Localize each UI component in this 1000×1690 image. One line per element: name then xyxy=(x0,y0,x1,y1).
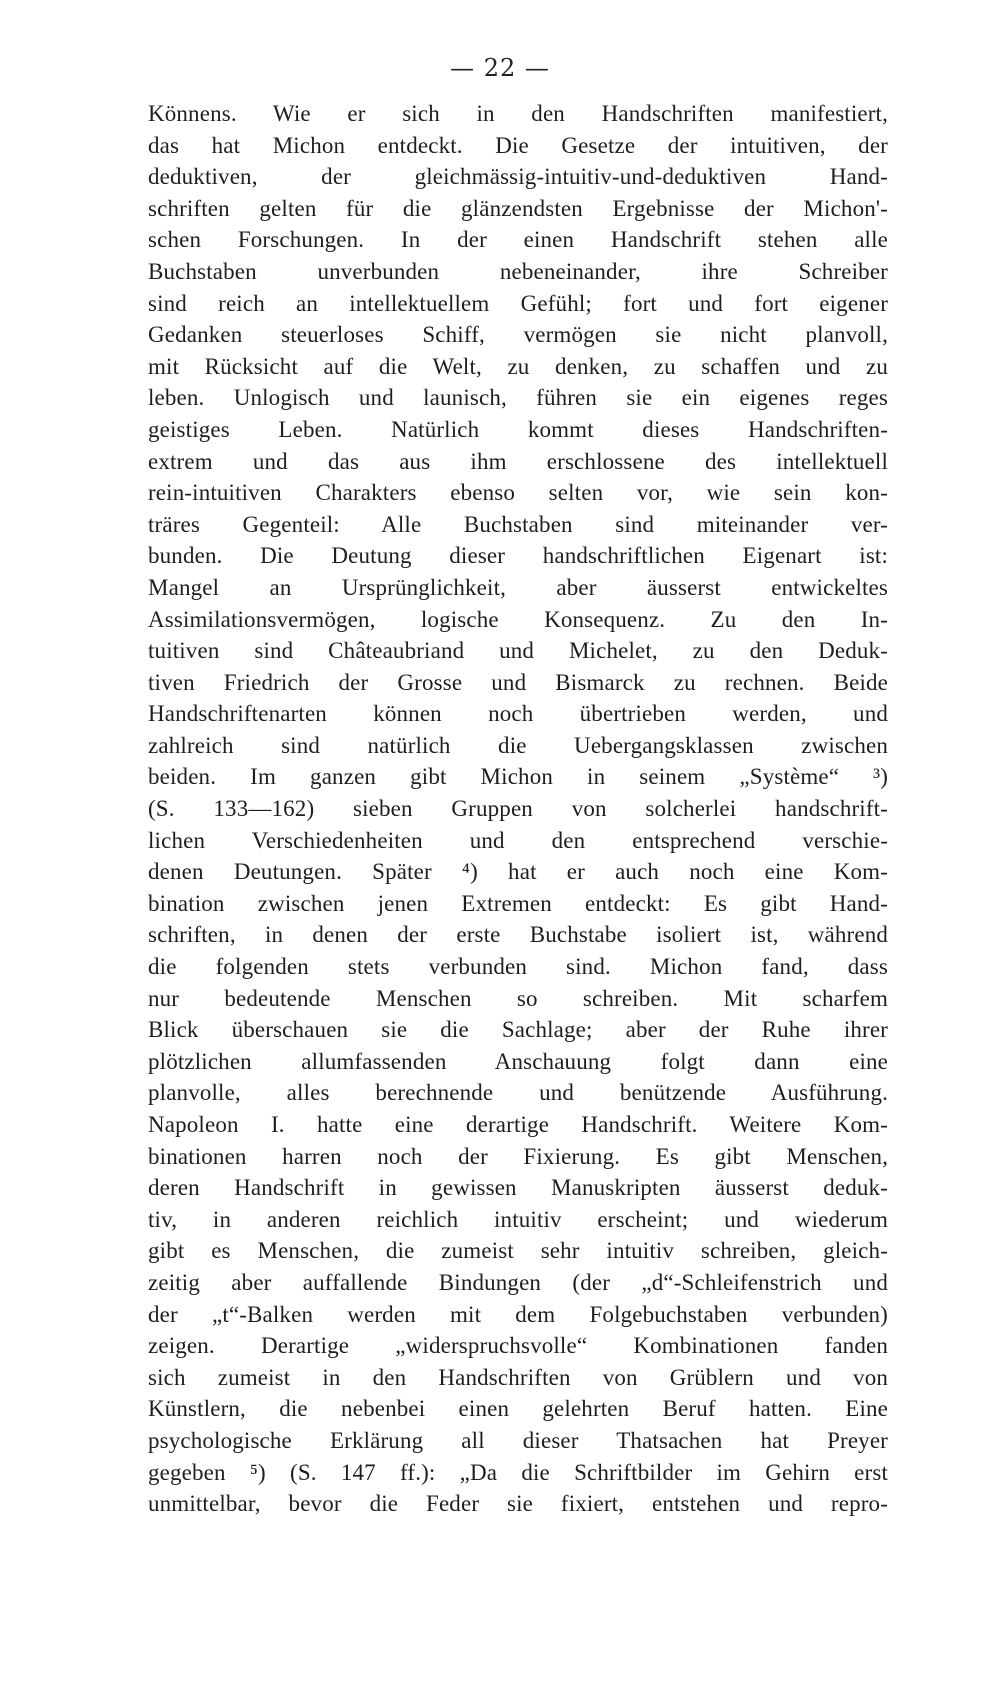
text-line: (S. 133—162) sieben Gruppen von solcherlei handschrift- xyxy=(148,796,888,822)
text-line: plötzlichen allumfassenden Anschauung folgt dann eine xyxy=(148,1048,888,1074)
text-line: das hat Michon entdeckt. Die Gesetze der intuitiven, der xyxy=(148,132,888,158)
text-line: gegeben ⁵) (S. 147 ff.): „Da die Schriftbilder im Gehirn erst xyxy=(148,1459,888,1485)
text-line: zahlreich sind natürlich die Uebergangsklassen zwischen xyxy=(148,732,888,758)
text-line: Buchstaben unverbunden nebeneinander, ihre Schreiber xyxy=(148,258,888,284)
text-line: die folgenden stets verbunden sind. Michon fand, dass xyxy=(148,954,888,980)
text-line: gibt es Menschen, die zumeist sehr intuitiv schreiben, gleich- xyxy=(148,1238,888,1264)
text-line: sich zumeist in den Handschriften von Grüblern und von xyxy=(148,1364,888,1390)
body-text xyxy=(148,98,888,1520)
text-line: mit Rücksicht auf die Welt, zu denken, zu schaffen und zu xyxy=(148,353,888,379)
text-line: extrem und das aus ihm erschlossene des intellektuell xyxy=(148,448,888,474)
text-line: Handschriftenarten können noch übertrieben werden, und xyxy=(148,701,888,727)
text-line: tiv, in anderen reichlich intuitiv erscheint; und wiederum xyxy=(148,1206,888,1232)
text-line: psychologische Erklärung all dieser Thatsachen hat Preyer xyxy=(148,1427,888,1453)
text-line: Könnens. Wie er sich in den Handschriften manifestiert, xyxy=(148,101,888,126)
text-line: zeigen. Derartige „widerspruchsvolle“ Kombinationen fanden xyxy=(148,1333,888,1359)
text-line: beiden. Im ganzen gibt Michon in seinem „Système“ ³) xyxy=(148,764,888,790)
text-line: schriften, in denen der erste Buchstabe isoliert ist, während xyxy=(148,922,888,948)
text-line: Blick überschauen sie die Sachlage; aber der Ruhe ihrer xyxy=(148,1017,888,1043)
text-line: Napoleon I. hatte eine derartige Handschrift. Weitere Kom- xyxy=(148,1112,888,1137)
text-line: leben. Unlogisch und launisch, führen sie ein eigenes reges xyxy=(148,385,888,411)
text-line: tiven Friedrich der Grosse und Bismarck zu rechnen. Beide xyxy=(148,669,888,695)
text-line: schriften gelten für die glänzendsten Ergebnisse der Michon'- xyxy=(148,195,888,221)
text-line: träres Gegenteil: Alle Buchstaben sind miteinander ver- xyxy=(148,511,888,537)
text-line: Künstlern, die nebenbei einen gelehrten Beruf hatten. Eine xyxy=(148,1396,888,1422)
text-line: Mangel an Ursprünglichkeit, aber äusserst entwickeltes xyxy=(148,574,888,600)
text-line: geistiges Leben. Natürlich kommt dieses Handschriften- xyxy=(148,416,888,442)
text-line: nur bedeutende Menschen so schreiben. Mit scharfem xyxy=(148,985,888,1011)
text-line: Assimilationsvermögen, logische Konsequenz. Zu den In- xyxy=(148,606,888,632)
text-line: zeitig aber auffallende Bindungen (der „d“-Schleifenstrich und xyxy=(148,1269,888,1295)
text-line: Gedanken steuerloses Schiff, vermögen sie nicht planvoll, xyxy=(148,322,888,348)
text-line: bination zwischen jenen Extremen entdeckt: Es gibt Hand- xyxy=(148,890,888,916)
text-line: unmittelbar, bevor die Feder sie fixiert, entstehen und repro- xyxy=(148,1491,888,1517)
text-line: bunden. Die Deutung dieser handschriftlichen Eigenart ist: xyxy=(148,543,888,569)
text-line: denen Deutungen. Später ⁴) hat er auch noch eine Kom- xyxy=(148,859,888,885)
text-line: sind reich an intellektuellem Gefühl; fort und fort eigener xyxy=(148,290,888,316)
text-line: deduktiven, der gleichmässig-intuitiv-und-deduktiven Hand- xyxy=(148,164,888,190)
text-line: schen Forschungen. In der einen Handschrift stehen alle xyxy=(148,227,888,253)
text-line: der „t“-Balken werden mit dem Folgebuchstaben verbunden) xyxy=(148,1301,888,1327)
text-line: binationen harren noch der Fixierung. Es gibt Menschen, xyxy=(148,1143,888,1169)
text-line: planvolle, alles berechnende und benützende Ausführung. xyxy=(148,1080,888,1106)
text-line: tuitiven sind Châteaubriand und Michelet, zu den Deduk- xyxy=(148,638,888,664)
text-line: rein-intuitiven Charakters ebenso selten vor, wie sein kon- xyxy=(148,480,888,506)
text-line: lichen Verschiedenheiten und den entsprechend verschie- xyxy=(148,827,888,853)
page-number: — 22 — xyxy=(450,54,550,82)
text-line: deren Handschrift in gewissen Manuskripten äusserst deduk- xyxy=(148,1175,888,1201)
